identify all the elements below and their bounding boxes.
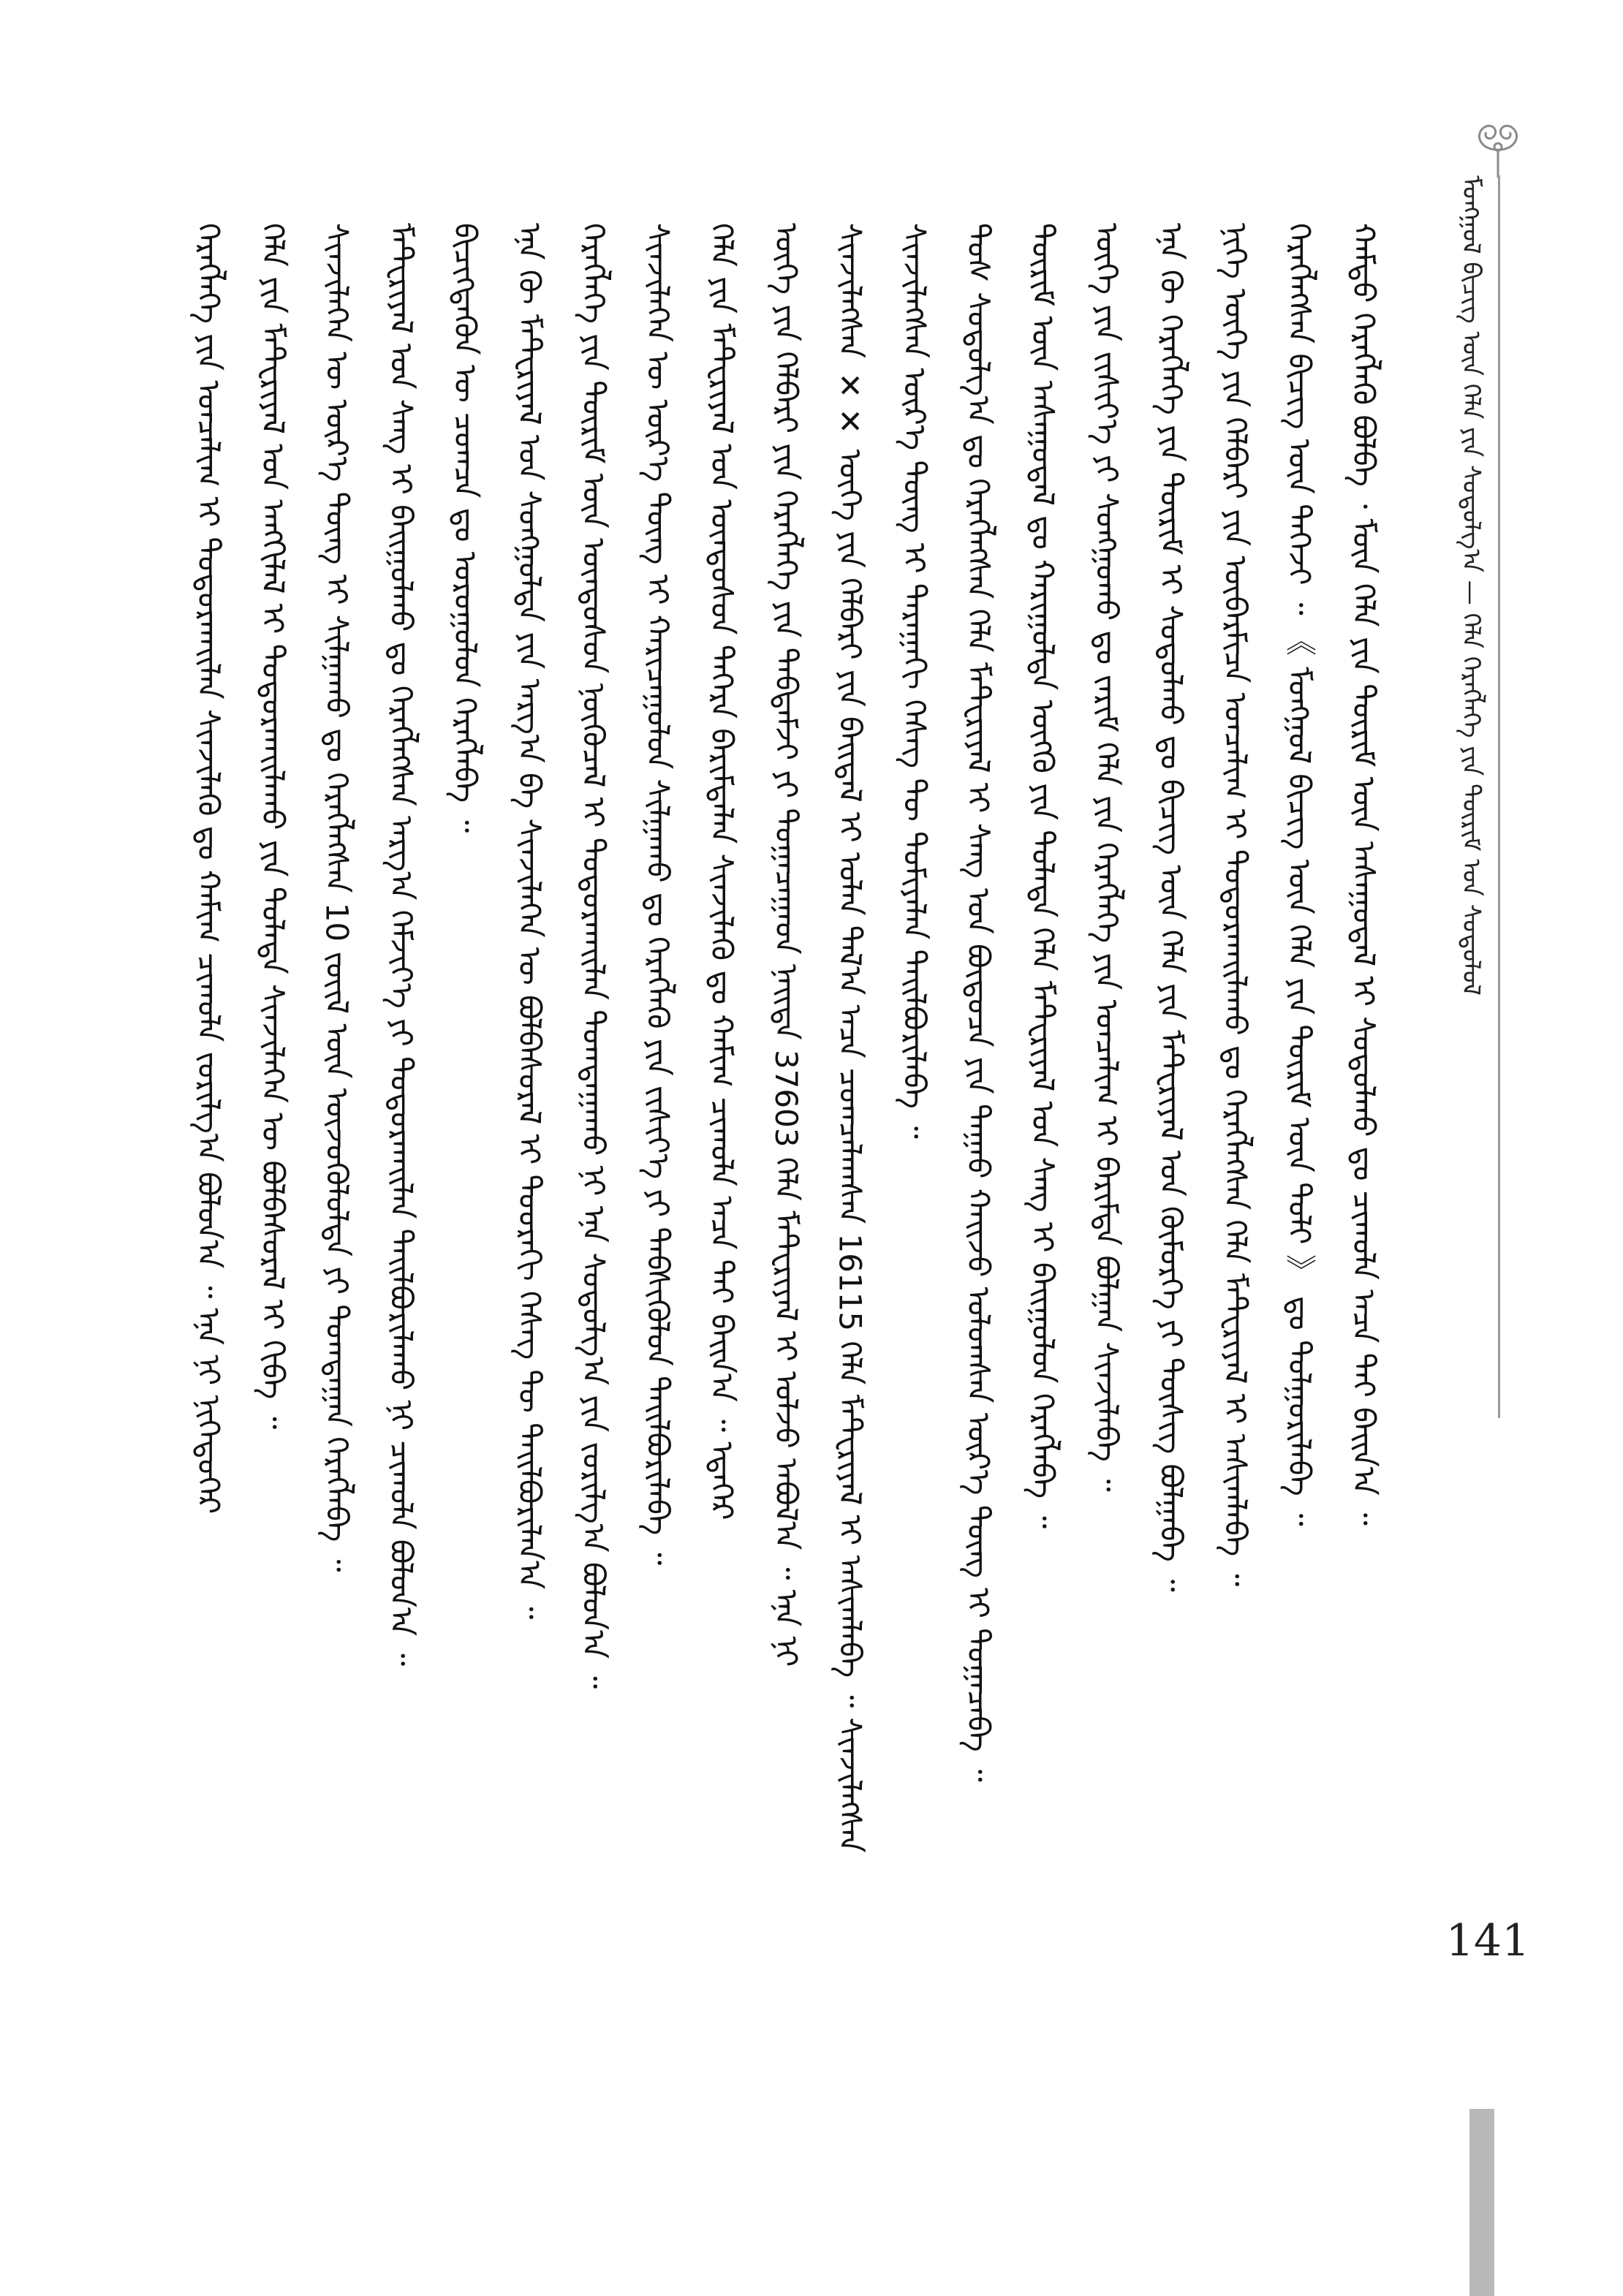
text-column: ᠬᠡᠯᠡ ᠶᠢᠨ ᠮᠠᠲᠧᠷᠢᠶᠠᠯ ᠤᠨ ᠠᠩᠭᠢᠯᠠᠯ ᠢ ᠲᠣᠳᠣᠷᠬᠠᠢᠯᠠᠬᠤ ᠶᠢᠨ ᠲᠤᠯᠠᠳᠠ ᠰᠢᠨᠵᠢᠯᠡᠭᠡᠨ ᠦ ᠪᠣᠯᠪᠠᠰᠤᠷᠠᠯ ᠢ ᠬᠢᠪᠡ ᠃	[254, 223, 291, 1430]
thumb-index-tab	[1469, 2109, 1494, 2296]
text-column: ᠬᠠᠮᠲᠤ ᠬᠡᠷᠡᠭᠯᠡᠬᠦ ᠪᠣᠯᠪᠠ ᠂ ᠮᠥᠨ ᠬᠡᠯᠡ ᠶᠢᠨ ᠳᠦᠷᠢᠮ ᠦᠨ ᠠᠰᠠᠭᠤᠳᠠᠯ ᠢ ᠰᠤᠳᠤᠯᠬᠤ ᠳᠤ ᠴᠢᠬᠤᠯᠠ ᠠᠴᠠ ᠲᠠᠢ ᠪᠠᠢᠨ᠎ᠠ ᠃	[1345, 223, 1382, 1526]
text-column: ᠰᠢᠨᠵᠢᠯᠡᠭᠡᠨ ᠦ ᠦᠷ᠎ᠡ ᠳᠦᠩ ᠢ ᠬᠠᠷᠢᠴᠠᠭᠤᠯᠤᠨ ᠰᠢᠯᠭᠠᠬᠤ ᠳᠤ ᠬᠡᠷᠡᠭᠯᠡᠬᠦ ᠶᠢᠨ ᠵᠢᠱᠢᠶ᠎ᠡ ᠶᠢ ᠳᠡᠪᠰᠢᠭᠦᠯᠦᠨ ᠲᠠᠢᠯᠪᠤᠷᠢᠯᠠᠪᠠ ᠃	[640, 223, 676, 1566]
text-column: ᠰᠢᠨᠵᠢᠯᠡᠭᠰᠡᠨ ✕✕ ᠦᠭᠡ ᠶᠢᠨ ᠬᠡᠯᠪᠡᠷᠢ ᠶᠢᠨ ᠪᠠᠢᠳᠠᠯ ᠢ ᠣᠯᠠᠨ ᠲᠠᠯ᠎ᠠ ᠠᠴᠠ ᠴᠣᠭᠴᠠᠯᠠᠭᠰᠠᠨ 16115 ᠬᠡᠯᠡ ᠮᠠᠲᠧᠷᠢᠶᠠᠯ ᠢ ᠠᠰᠢᠭᠯᠠᠪᠠ ᠃ ᠰᠢᠨᠵᠢᠯᠡᠭᠰᠡᠨ	[832, 223, 869, 1853]
text-column: ᠡᠨᠡ ᠬᠦ ᠬᠡᠷᠡᠭᠯᠡᠭᠡ ᠶᠢᠨ ᠳᠦᠷᠢᠮ ᠢ ᠰᠤᠳᠤᠯᠬᠤ ᠳᠤ ᠪᠢᠴᠢᠭ ᠦᠨ ᠬᠡᠯᠡ ᠶᠢᠨ ᠮᠠᠲᠧᠷᠢᠶᠠᠯ ᠤᠨ ᠬᠥᠮᠦᠷᠭᠡ ᠶᠢ ᠲᠦᠰᠢᠭ ᠪᠣᠯᠭᠠᠪᠠ ᠃	[1153, 223, 1189, 1592]
text-column: ᠦᠭᠡ ᠶᠢᠨ ᠵᠢᠱᠢᠶ᠎ᠡ ᠶᠢ ᠰᠣᠩᠭᠣᠬᠤ ᠳᠤ ᠵᠠᠷᠢᠮ ᠬᠡᠯᠡ ᠶᠢᠨ ᠬᠡᠷᠡᠭᠯᠡᠭᠡ ᠶᠢᠨ ᠣᠨᠴᠠᠯᠢᠭ ᠢ ᠪᠠᠷᠢᠮᠲᠠ ᠪᠣᠯᠭᠠᠨ ᠰᠢᠨᠵᠢᠯᠡᠪᠡ ᠃	[1089, 223, 1125, 1492]
text-column: ᠬᠡᠷᠡᠭᠯᠡᠭᠡ ᠶᠢᠨ ᠳᠦᠷᠢᠮ ᠦᠨ ᠦᠨᠳᠦᠰᠦᠨ ᠨᠦᠬᠦᠴᠡᠯ ᠢ ᠲᠣᠳᠣᠷᠬᠠᠢᠯᠠᠨ ᠲᠣᠭᠲᠠᠭᠠᠬᠤ ᠨᠢ ᠡᠨᠡ ᠰᠤᠳᠤᠯᠭ᠎ᠠ ᠶᠢᠨ ᠵᠣᠷᠢᠯᠭ᠎ᠠ ᠪᠣᠯᠤᠨ᠎ᠠ ᠃	[575, 223, 612, 1689]
text-column: ᠨᠢᠭᠡ ᠦᠭᠡ ᠶᠢᠨ ᠬᠡᠯᠪᠡᠷᠢ ᠶᠢᠨ ᠥᠪᠡᠷᠮᠢᠴᠡ ᠣᠨᠴᠠᠯᠢᠭ ᠢ ᠲᠣᠳᠣᠷᠬᠠᠢᠯᠠᠬᠤ ᠳᠤ ᠬᠡᠷᠡᠭᠯᠡᠭᠰᠡᠨ ᠬᠡᠯᠡ ᠮᠠᠲᠧᠷᠢᠶᠠᠯ ᠢ ᠠᠰᠢᠭᠯᠠᠪᠠ ᠃	[1217, 223, 1254, 1587]
ornament-icon	[1466, 121, 1532, 179]
page-number: 141	[1445, 1915, 1530, 1966]
text-column: ᠪᠢᠴᠢᠭᠳᠡᠬᠦᠨ ᠦ ᠴᠣᠭᠴᠠ ᠳᠤ ᠣᠷᠤᠭᠤᠯᠤᠨ ᠬᠡᠷᠡᠭᠯᠡᠪᠡ ᠃	[447, 223, 484, 833]
body-text	[186, 223, 1385, 2058]
text-column: ᠲᠤᠰ ᠰᠤᠳᠤᠯᠭ᠎ᠠ ᠳᠤ ᠬᠡᠷᠡᠭᠯᠡᠭᠰᠡᠨ ᠬᠡᠯᠡ ᠮᠠᠲᠧᠷᠢᠶᠠᠯ ᠢ ᠰᠠᠩ ᠤᠨ ᠪᠦᠲᠦᠴᠡ ᠶᠢᠨ ᠳᠠᠭᠠᠤ ᠬᠠᠢᠵᠤ ᠣᠯᠤᠭᠰᠠᠨ ᠦᠷ᠎ᠡ ᠳᠦᠩ ᠢ ᠲᠣᠭᠠᠴᠠᠪᠠ ᠃	[961, 223, 997, 1782]
text-column: ᠰᠢᠨᠵᠢᠯᠡᠭᠰᠡᠨ ᠦᠷ᠎ᠡ ᠳᠦᠩ ᠢ ᠳᠠᠷᠠᠭᠠᠬᠢ ᠬᠡᠰᠡᠭ ᠲᠦ ᠲᠣᠮᠢᠶᠠᠯᠠᠨ ᠲᠠᠢᠯᠪᠤᠷᠢᠯᠠᠪᠠ ᠃	[896, 223, 933, 1139]
text-column: ᠦᠭᠡ ᠶᠢᠨ ᠬᠡᠯᠪᠡᠷᠢ ᠶᠢᠨ ᠬᠡᠷᠡᠭᠯᠡᠭᠡ ᠶᠢᠨ ᠳᠠᠪᠲᠠᠮᠵᠢ ᠶᠢ ᠲᠣᠭᠠᠴᠠᠭᠠᠳ ᠨᠡᠢᠲᠡ 37603 ᠬᠡᠯᠡ ᠮᠠᠲᠧᠷᠢᠶᠠᠯ ᠢ ᠣᠯᠵᠤ ᠠᠪᠤᠯ᠎ᠠ ᠃ ᠡᠨᠡ ᠨᠢ	[768, 223, 804, 1667]
text-column: ᠳᠦᠷᠢᠮ ᠦᠨ ᠠᠰᠠᠭᠤᠳᠠᠯ ᠳᠤ ᠬᠠᠷᠢᠭᠤᠯᠲᠠ ᠥᠭᠬᠦ ᠶᠢᠨ ᠲᠤᠯᠠᠳᠠ ᠬᠡᠯᠡ ᠮᠠᠲᠧᠷᠢᠶᠠᠯ ᠤᠨ ᠰᠠᠩ ᠢ ᠪᠠᠢᠭᠤᠯᠤᠨ ᠬᠡᠷᠡᠭᠯᠡᠪᠡ ᠃	[1024, 223, 1061, 1529]
text-column: ᠰᠢᠨᠵᠢᠯᠡᠭᠡᠨ ᠦ ᠦᠷ᠎ᠡ ᠳᠦᠩ ᠢ ᠰᠢᠯᠭᠠᠬᠤ ᠳᠤ ᠬᠡᠷᠡᠭᠯᠡᠭᠰᠡᠨ 10 ᠵᠦᠢᠯ ᠦᠨ ᠦᠵᠦᠭᠦᠯᠦᠯᠲᠡ ᠶᠢ ᠲᠣᠭᠲᠠᠭᠠᠨ ᠬᠡᠷᠡᠭᠯᠡᠪᠡ ᠃	[319, 223, 355, 1572]
running-title: ᠮᠣᠩᠭᠣᠯ ᠪᠢᠴᠢᠭ ᠦᠨ ᠬᠡᠯᠡ ᠶᠢᠨ ᠰᠤᠳᠤᠯᠭ᠎ᠠ — ᠬᠡᠯᠡ ᠬᠡᠷᠡᠭᠯᠡᠭᠡ ᠶᠢᠨ ᠳᠦᠷᠢᠮ ᠤᠨ ᠰᠤᠳᠤᠯᠤᠯ	[1456, 175, 1486, 996]
text-column: ᠬᠡᠷᠡᠭᠯᠡᠭᠰᠡᠨ ᠪᠢᠴᠢᠭ ᠦᠨ ᠳᠡᠭᠡᠵᠢ ᠃ 《 ᠮᠣᠩᠭᠣᠯ ᠪᠢᠴᠢᠭ ᠦᠨ ᠬᠡᠯᠡ ᠶᠢᠨ ᠳᠦᠷᠢᠮ ᠦᠨ ᠲᠣᠯᠢ 》 ᠳᠤ ᠲᠤᠯᠭᠤᠷᠢᠯᠠᠪᠠ ᠃	[1282, 223, 1318, 1526]
text-column: ᠡᠨᠡ ᠬᠦ ᠮᠠᠲᠧᠷᠢᠶᠠᠯ ᠤᠨ ᠰᠣᠩᠭᠣᠯᠲᠠ ᠶᠢᠨ ᠠᠷᠭ᠎ᠠ ᠪᠠ ᠰᠢᠨᠵᠢᠯᠡᠭᠡᠨ ᠦ ᠪᠣᠯᠪᠠᠰᠤᠷᠠᠯ ᠢ ᠳᠣᠣᠷᠠᠬᠢ ᠬᠡᠰᠡᠭ ᠲᠦ ᠲᠠᠢᠯᠪᠤᠷᠢᠯᠠᠨ᠎ᠠ ᠃	[511, 223, 548, 1620]
text-column: ᠬᠡᠷᠡᠭᠯᠡᠭᠡ ᠶᠢᠨ ᠣᠨᠴᠠᠯᠢᠭ ᠢ ᠲᠣᠳᠣᠷᠬᠠᠢᠯᠠᠨ ᠰᠢᠨᠵᠢᠯᠡᠬᠦ ᠳᠤ ᠬᠠᠮᠢᠭ ᠴᠢᠬᠤᠯᠠ ᠵᠣᠷᠢᠯᠭ᠎ᠠ ᠪᠣᠯᠤᠨ᠎ᠠ ᠃ ᠡᠨᠡ ᠨᠢ ᠨᠢᠭᠡᠳᠦᠭᠡᠷ	[191, 223, 227, 1515]
text-column: ᠮᠠᠲᠧᠷᠢᠶᠠᠯ ᠤᠨ ᠰᠠᠩ ᠢ ᠪᠠᠢᠭᠤᠯᠬᠤ ᠳᠤ ᠬᠡᠷᠡᠭᠯᠡᠭᠰᠡᠨ ᠠᠷᠭ᠎ᠠ ᠬᠡᠮᠵᠢᠶ᠎ᠡ ᠶᠢ ᠲᠣᠳᠣᠷᠬᠠᠢᠯᠠᠨ ᠲᠠᠢᠯᠪᠤᠷᠢᠯᠠᠬᠤ ᠨᠢ ᠴᠢᠬᠤᠯᠠ ᠪᠣᠯᠤᠨ᠎ᠠ ᠃	[383, 223, 420, 1667]
header-rule	[1498, 175, 1500, 1418]
text-column: ᠬᠡᠯᠡ ᠶᠢᠨ ᠮᠠᠲᠧᠷᠢᠶᠠᠯ ᠤᠨ ᠦᠨᠳᠦᠰᠦᠨ ᠳᠡᠭᠡᠷᠡ ᠪᠠᠷᠢᠮᠲᠠᠯᠠᠨ ᠰᠢᠨᠵᠢᠯᠡᠬᠦ ᠳᠤ ᠬᠠᠮᠢᠭ ᠴᠢᠬᠤᠯᠠ ᠠᠴᠠ ᠲᠠᠢ ᠪᠠᠢᠨ᠎ᠠ ᠃ ᠡᠳᠡᠭᠡᠷ	[704, 223, 741, 1520]
